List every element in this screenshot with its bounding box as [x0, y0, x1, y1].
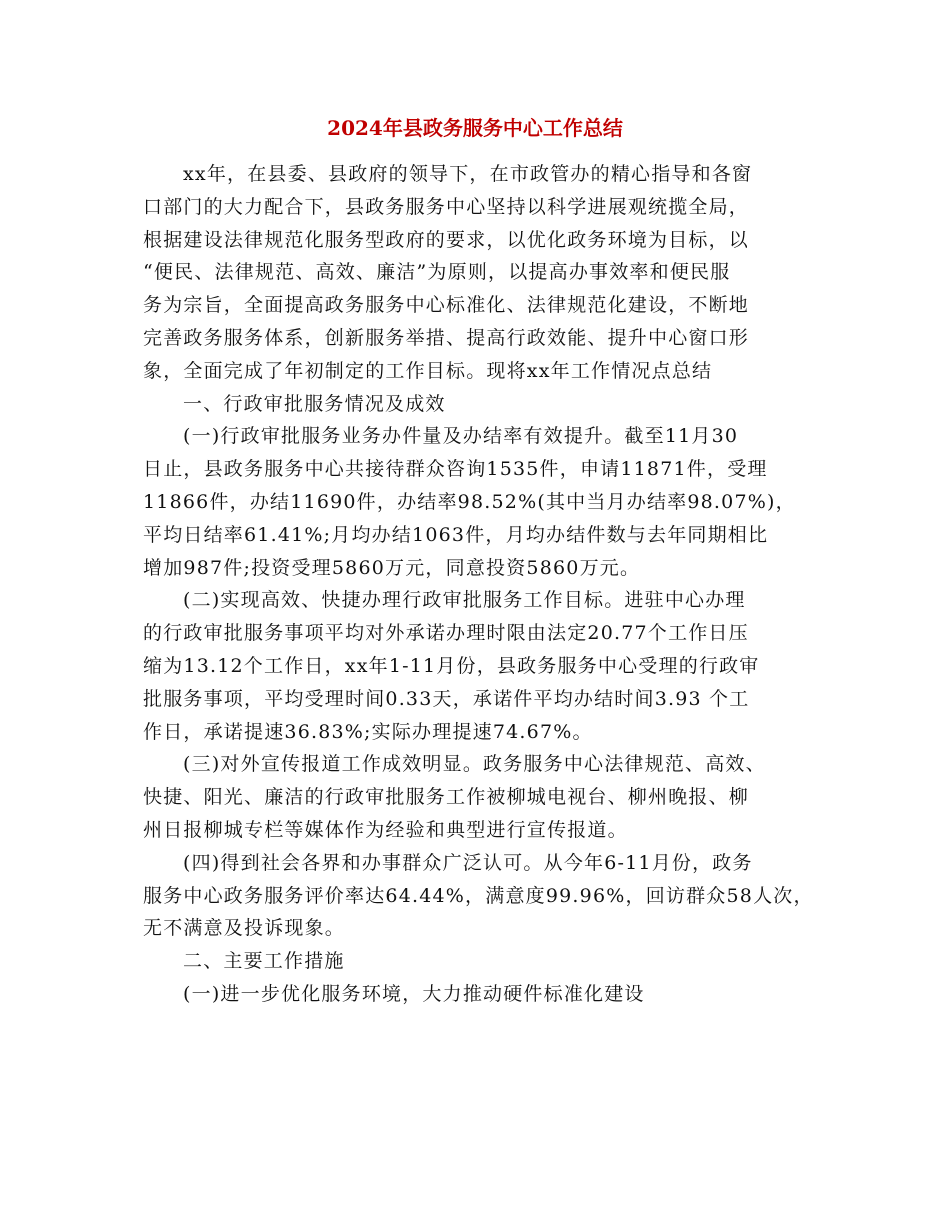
- paragraph-line: 增加987件;投资受理5860万元，同意投资5860万元。: [143, 556, 641, 579]
- paragraph-line: (四)得到社会各界和办事群众广泛认可。从今年6-11月份，政务: [183, 851, 753, 874]
- document-body: [143, 158, 823, 1011]
- section-heading: 一、行政审批服务情况及成效: [183, 392, 446, 415]
- section-heading: 二、主要工作措施: [183, 950, 345, 973]
- paragraph-line: 无不满意及投诉现象。: [143, 917, 346, 940]
- paragraph-line: 快捷、阳光、廉洁的行政审批服务工作被柳城电视台、柳州晚报、柳: [143, 786, 750, 809]
- paragraph-line: (一)进一步优化服务环境，大力推动硬件标准化建设: [183, 982, 645, 1005]
- paragraph-line: 作日，承诺提速36.83%;实际办理提速74.67%。: [143, 720, 593, 743]
- paragraph-line: xx年，在县委、县政府的领导下，在市政管办的精心指导和各窗: [183, 163, 753, 185]
- paragraph-line: (三)对外宣传报道工作成效明显。政务服务中心法律规范、高效、: [183, 753, 766, 776]
- paragraph-line: 平均日结率61.41%;月均办结1063件，月均办结件数与去年同期相比: [143, 523, 769, 546]
- document-title: 2024年县政务服务中心工作总结: [327, 116, 623, 140]
- paragraph-line: (一)行政审批服务业务办件量及办结率有效提升。截至11月30: [183, 425, 739, 448]
- paragraph-line: “便民、法律规范、高效、廉洁”为原则，以提高办事效率和便民服: [143, 261, 731, 284]
- paragraph-line: 象，全面完成了年初制定的工作目标。现将xx年工作情况点总结: [143, 359, 713, 382]
- paragraph-line: 日止，县政务服务中心共接待群众咨询1535件，申请11871件，受理: [143, 458, 768, 481]
- paragraph-line: 缩为13.12个工作日，xx年1-11月份，县政务服务中心受理的行政审: [143, 654, 760, 677]
- paragraph-line: 州日报柳城专栏等媒体作为经验和典型进行宣传报道。: [143, 818, 628, 841]
- paragraph-line: 服务中心政务服务评价率达64.44%，满意度99.96%，回访群众58人次，: [143, 884, 814, 907]
- paragraph-line: 务为宗旨，全面提高政务服务中心标准化、法律规范化建设，不断地: [143, 294, 750, 317]
- paragraph-line: 根据建设法律规范化服务型政府的要求，以优化政务环境为目标，以: [143, 228, 750, 251]
- paragraph-line: 的行政审批服务事项平均对外承诺办理时限由法定20.77个工作日压: [143, 622, 749, 645]
- paragraph-line: (二)实现高效、快捷办理行政审批服务工作目标。进驻中心办理: [183, 589, 746, 612]
- paragraph-line: 11866件，办结11690件，办结率98.52%(其中当月办结率98.07%)，: [143, 490, 796, 513]
- paragraph-line: 批服务事项，平均受理时间0.33天，承诺件平均办结时间3.93 个工: [143, 687, 750, 710]
- paragraph-line: 完善政务服务体系，创新服务举措、提高行政效能、提升中心窗口形: [143, 326, 750, 349]
- paragraph-line: 口部门的大力配合下，县政务服务中心坚持以科学进展观统揽全局，: [143, 195, 750, 218]
